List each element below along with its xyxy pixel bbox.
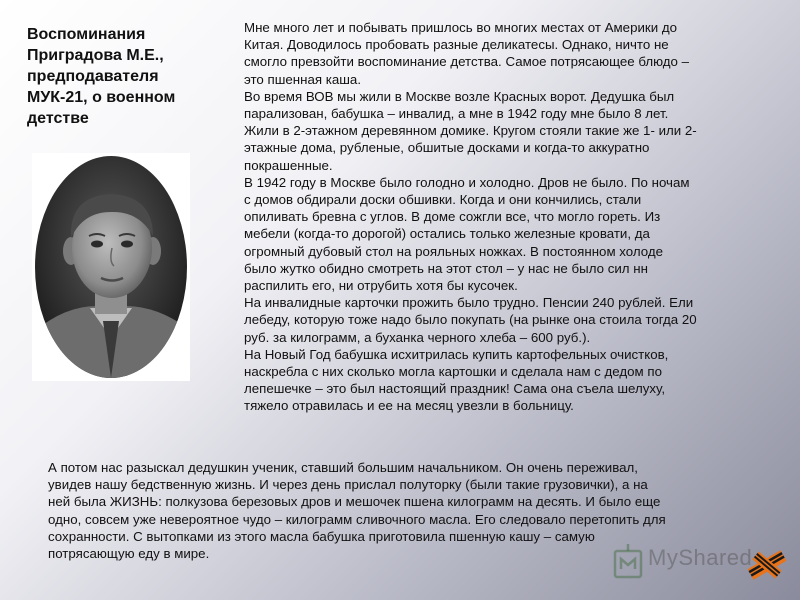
title-line: предподавателя — [27, 68, 159, 85]
text-line: сохранности. С вытопками из этого масла бабушка приготовила пшенную кашу – самую — [48, 528, 595, 544]
text-line: Жили в 2-этажном деревянном домике. Кругом стояли такие же 1- или 2- — [244, 123, 697, 139]
st-george-ribbon-icon — [746, 544, 788, 586]
text-line: лепешечке – это был настоящий праздник! Сама она съела шелуху, — [244, 381, 666, 397]
text-line: На инвалидные карточки прожить было трудно. Пенсии 240 рублей. Ели — [244, 295, 694, 311]
paragraph — [244, 19, 784, 88]
text-line: потрясающую еду в мире. — [48, 546, 210, 562]
title-line: детстве — [27, 110, 89, 127]
text-line: На Новый Год бабушка исхитрилась купить картофельных очистков, — [244, 346, 669, 362]
text-line: наскребла с них сколько могла картошки и сделала нам с дедом по — [244, 364, 662, 380]
title-line: Приградова М.Е., — [27, 47, 164, 64]
main-text-column — [244, 19, 784, 415]
text-line: лебеду, которую тоже надо было покупать (на рынке она стоила тогда 20 — [244, 312, 697, 328]
text-line: с домов обдирали доски обшивки. Когда и они кончились, стали — [244, 192, 642, 208]
text-line: это пшенная каша. — [244, 71, 362, 87]
text-line: огромный дубовый стол на рояльных ножках. В постоянном холоде — [244, 243, 664, 259]
text-line: Во время ВОВ мы жили в Москве возле Красных ворот. Дедушка был — [244, 88, 675, 104]
myshared-watermark[interactable] — [612, 538, 790, 588]
text-line: этажные дома, рубленые, обшитые досками и когда-то аккуратно — [244, 140, 650, 156]
text-line: увидев нашу бедственную жизнь. И через день прислал полуторку (были такие грузовички), а на — [48, 477, 648, 493]
text-line: парализован, бабушка – инвалид, а мне в 1942 году мне было 8 лет. — [244, 106, 669, 122]
text-line: Мне много лет и побывать пришлось во многих местах от Америки до — [244, 20, 677, 35]
text-line: покрашенные. — [244, 157, 333, 173]
text-line: ней была ЖИЗНЬ: полкузова березовых дров и мешочек пшена килограмм на десять. И было еще — [48, 494, 661, 510]
text-line: смогло превзойти воспоминание детства. Самое потрясающее блюдо – — [244, 54, 690, 70]
text-line: А потом нас разыскал дедушкин ученик, ставший большим начальником. Он очень переживал, — [48, 460, 638, 475]
text-line: одно, совсем уже невероятное чудо – килограмм сливочного масла. Его следовало перетопить для — [48, 511, 666, 527]
text-line: мебели (когда-то дорогой) остались только железные кровати, да — [244, 226, 650, 242]
myshared-logo-icon — [612, 543, 644, 579]
title-line: Воспоминания — [27, 26, 146, 43]
boy-portrait-image — [35, 156, 187, 378]
boy-portrait-photo — [32, 153, 190, 381]
paragraph — [244, 88, 784, 174]
paragraph — [244, 174, 784, 294]
paragraph — [244, 346, 784, 415]
text-line: руб. за килограмм, а буханка черного хлеба – 600 руб.). — [244, 329, 591, 345]
watermark-text: MyShared — [648, 545, 753, 570]
text-line: опиливать бревна с углов. В доме сожгли все, что могло гореть. Из — [244, 209, 661, 225]
slide-title — [27, 24, 217, 129]
text-line: тяжело отравилась и ее на месяц увезли в больницу. — [244, 398, 574, 414]
text-line: В 1942 году в Москве было голодно и холодно. Дров не было. По ночам — [244, 174, 690, 190]
text-line: Китая. Доводилось пробовать разные деликатесы. Однако, ничто не — [244, 37, 669, 53]
paragraph — [244, 294, 784, 346]
text-line: было жутко обидно смотреть на этот стол – у нас не было сил нн — [244, 260, 648, 276]
text-line: распилить его, ни отрубить хотя бы кусочек. — [244, 278, 518, 294]
title-line: МУК-21, о военном — [27, 89, 176, 106]
